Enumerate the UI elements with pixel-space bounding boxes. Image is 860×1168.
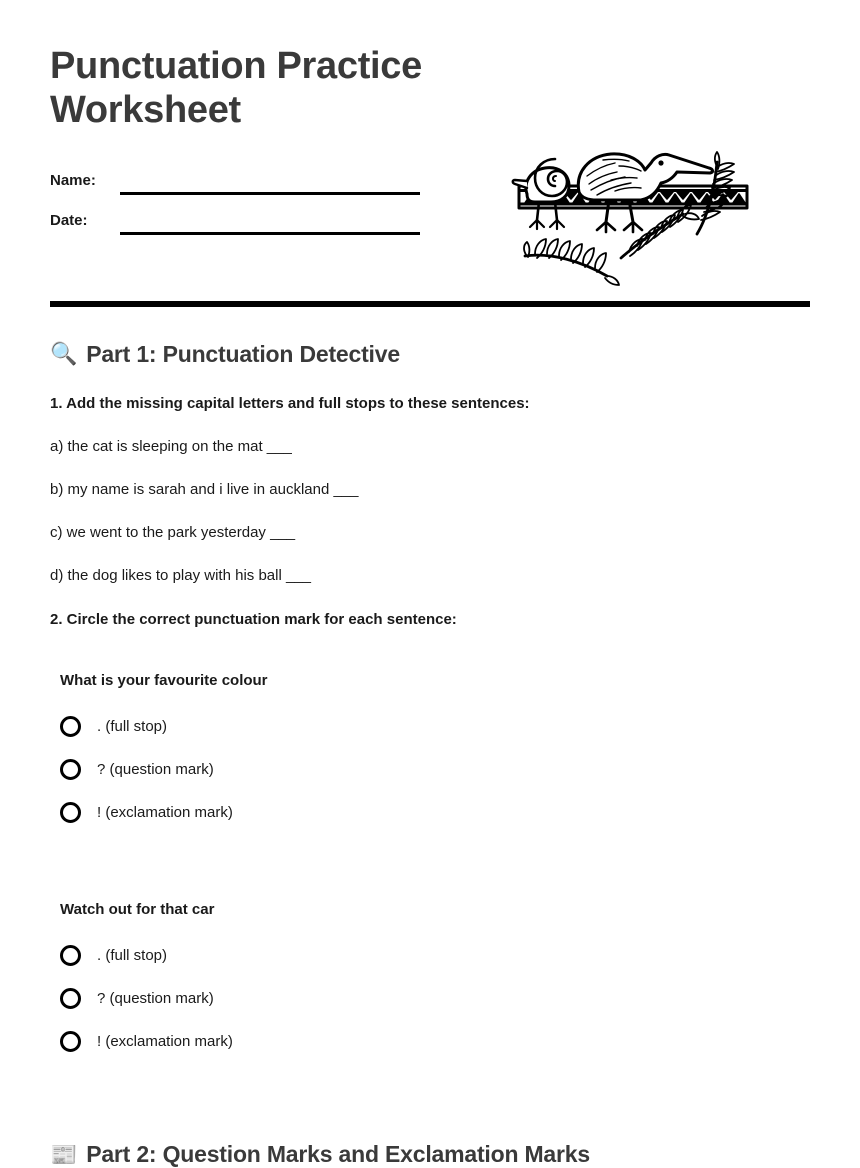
mc-option-label: ! (exclamation mark)	[97, 1032, 233, 1050]
name-field-label: Name:	[50, 171, 96, 189]
radio-circle-icon[interactable]	[60, 988, 81, 1009]
mc-option-label: ! (exclamation mark)	[97, 803, 233, 821]
mc-option[interactable]	[60, 1020, 810, 1063]
nz-kiwi-fern-koru-illustration	[511, 130, 771, 295]
question-1-prompt: 1. Add the missing capital letters and full stops to these sentences:	[50, 394, 530, 412]
part1-heading	[50, 341, 810, 368]
page-title: Punctuation Practice Worksheet	[50, 45, 422, 132]
multiple-choice-block	[50, 672, 810, 834]
radio-circle-icon[interactable]	[60, 1031, 81, 1052]
sentence-item: a) the cat is sleeping on the mat ___	[50, 437, 292, 455]
sentence-item: d) the dog likes to play with his ball ___	[50, 566, 311, 584]
radio-circle-icon[interactable]	[60, 802, 81, 823]
mc-option[interactable]	[60, 705, 810, 748]
mc-option-label: . (full stop)	[97, 946, 168, 964]
magnifying-glass-icon: 🔍	[50, 341, 78, 367]
mc-option[interactable]	[60, 977, 810, 1020]
radio-circle-icon[interactable]	[60, 759, 81, 780]
mc-option-label: ? (question mark)	[97, 989, 214, 1007]
mc-option[interactable]	[60, 791, 810, 834]
date-field-label: Date:	[50, 211, 88, 229]
mc-option[interactable]	[60, 748, 810, 791]
header-divider	[50, 301, 810, 307]
mc-option-label: ? (question mark)	[97, 760, 214, 778]
date-field-line[interactable]	[120, 210, 420, 235]
part2-heading	[50, 1141, 590, 1168]
mc-question-text: Watch out for that car	[60, 900, 215, 918]
question-2-prompt: 2. Circle the correct punctuation mark for each sentence:	[50, 610, 457, 628]
mc-option[interactable]	[60, 934, 810, 977]
part1-heading-text: Part 1: Punctuation Detective	[86, 340, 400, 367]
radio-circle-icon[interactable]	[60, 716, 81, 737]
newspaper-icon: 📰	[50, 1141, 78, 1167]
name-field-line[interactable]	[120, 170, 420, 195]
sentence-item: b) my name is sarah and i live in auckland ___	[50, 480, 359, 498]
mc-option-label: . (full stop)	[97, 717, 168, 735]
part2-heading-text: Part 2: Question Marks and Exclamation Marks	[86, 1141, 590, 1167]
sentence-item: c) we went to the park yesterday ___	[50, 523, 296, 541]
multiple-choice-block	[50, 901, 810, 1063]
radio-circle-icon[interactable]	[60, 945, 81, 966]
mc-question-text: What is your favourite colour	[60, 671, 268, 689]
